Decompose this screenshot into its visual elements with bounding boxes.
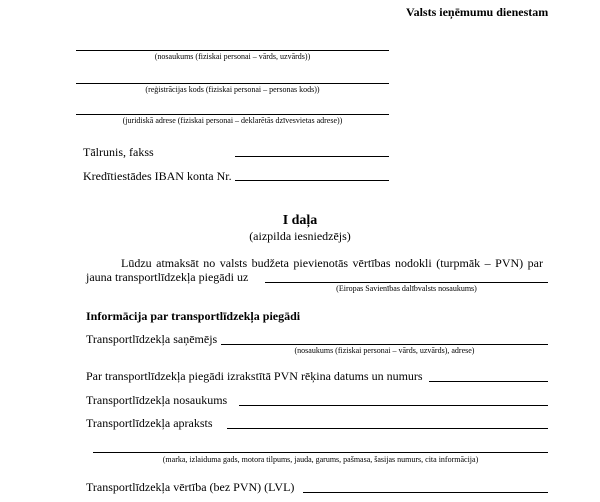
request-text-line1: Lūdzu atmaksāt no valsts budžeta pievienotās vērtības nodokli (turpmāk – PVN) par	[121, 256, 543, 270]
delivery-section-heading: Informācija par transportlīdzekļa piegādi	[86, 309, 301, 323]
vehicle-description-field-continued[interactable]	[93, 452, 548, 453]
destination-country-field[interactable]	[265, 282, 548, 283]
invoice-field[interactable]	[429, 381, 548, 382]
vehicle-value-field[interactable]	[303, 492, 548, 493]
vehicle-name-label: Transportlīdzekļa nosaukums	[86, 393, 228, 407]
iban-field[interactable]	[235, 180, 389, 181]
iban-label: Kredītiestādes IBAN konta Nr.	[83, 169, 232, 183]
phone-field[interactable]	[235, 156, 389, 157]
phone-label: Tālrunis, fakss	[83, 145, 154, 159]
applicant-address-caption: (juridiskā adrese (fiziskai personai – deklarētās dzīvesvietas adrese))	[122, 116, 343, 125]
applicant-name-field[interactable]	[76, 50, 389, 51]
vehicle-description-caption: (marka, izlaiduma gads, motora tilpums, jauda, garums, pašmasa, šasijas numurs, cita informācija)	[162, 455, 479, 464]
vehicle-description-label: Transportlīdzekļa apraksts	[86, 416, 213, 430]
applicant-reg-code-caption: (reģistrācijas kods (fiziskai personai – personas kods))	[145, 85, 320, 94]
part1-subtitle: (aizpilda iesniedzējs)	[249, 229, 351, 243]
applicant-name-caption: (nosaukums (fiziskai personai – vārds, uzvārds))	[154, 52, 311, 61]
receiver-field[interactable]	[221, 344, 548, 345]
recipient-title: Valsts ieņēmumu dienestam	[406, 5, 549, 19]
receiver-caption: (nosaukums (fiziskai personai – vārds, uzvārds), adrese)	[294, 346, 475, 355]
applicant-address-field[interactable]	[76, 114, 389, 115]
invoice-label: Par transportlīdzekļa piegādi izrakstītā PVN rēķina datums un numurs	[86, 369, 423, 383]
part1-title: I daļa	[282, 213, 318, 228]
receiver-label: Transportlīdzekļa saņēmējs	[86, 332, 218, 346]
vehicle-description-field[interactable]	[227, 428, 548, 429]
request-text-line2: jauna transportlīdzekļa piegādi uz	[86, 270, 249, 284]
destination-country-caption: (Eiropas Savienības dalībvalsts nosaukums)	[336, 284, 477, 293]
vehicle-value-label: Transportlīdzekļa vērtība (bez PVN) (LVL)	[86, 480, 295, 494]
vehicle-name-field[interactable]	[239, 405, 548, 406]
applicant-reg-code-field[interactable]	[76, 83, 389, 84]
